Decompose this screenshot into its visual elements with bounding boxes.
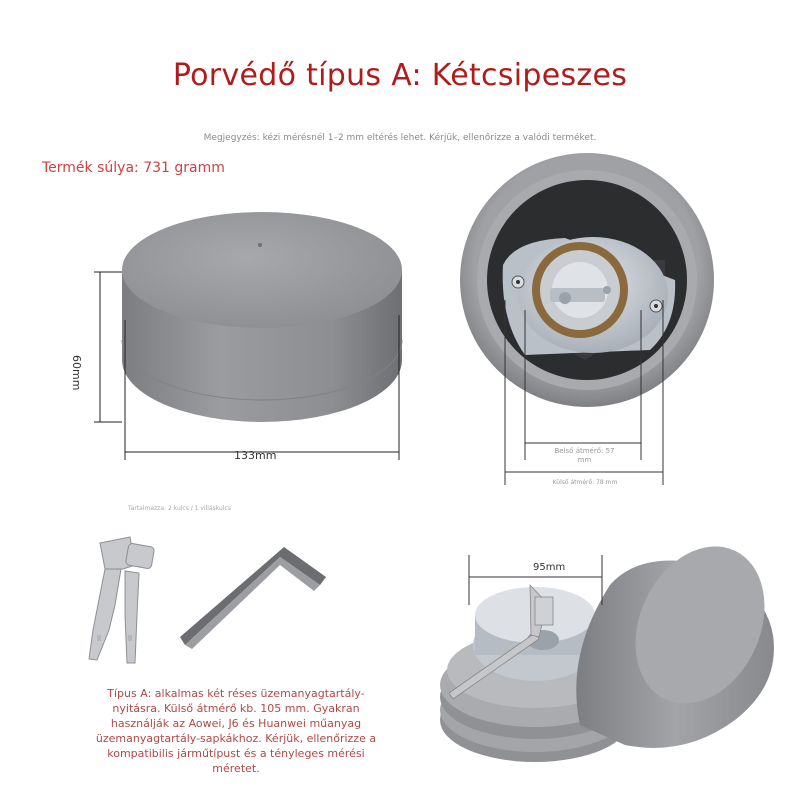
measurement-note: Megjegyzés: kézi mérésnél 1–2 mm eltérés lehet. Kérjük, ellenőrizze a valódi terméket.: [203, 133, 597, 143]
inner-diameter-line2: mm: [577, 456, 592, 464]
cap-width-label: 95mm: [533, 562, 566, 573]
page-title: Porvédő típus A: Kétcsipeszes: [172, 58, 628, 93]
inner-diameter-label: [527, 447, 642, 465]
width-label: 133mm: [234, 449, 277, 462]
lock-mechanism-icon: [460, 153, 714, 407]
cap-icon: [122, 212, 402, 422]
package-contents: Tartalmazza: 2 kulcs / 1 villáskulcs: [128, 505, 231, 512]
hex-wrench-icon: [180, 545, 335, 660]
lock-inside-figure: [455, 150, 725, 490]
outer-diameter-label: Külső átmérő: 78 mm: [552, 479, 618, 486]
keys-icon: [75, 535, 165, 670]
open-cap-icon: [440, 545, 780, 762]
product-description: Típus A: alkalmas két réses üzemanyagtartály-nyitásra. Külső átmérő kb. 105 mm. Gyakran használják az Aowei, J6 és Huanwei műanyag üzemanyagtartály-sapkákhoz. Kérjük, ellenőrizze a kompatibilis járműtípust és a tényleges mérési méretet.: [95, 687, 377, 775]
inner-diameter-line1: Belső átmérő: 57: [554, 447, 615, 455]
height-label: 60mm: [70, 355, 83, 391]
open-cap-figure: [435, 545, 780, 770]
product-weight: Termék súlya: 731 gramm: [42, 160, 225, 176]
closed-cap-figure: [90, 190, 420, 470]
